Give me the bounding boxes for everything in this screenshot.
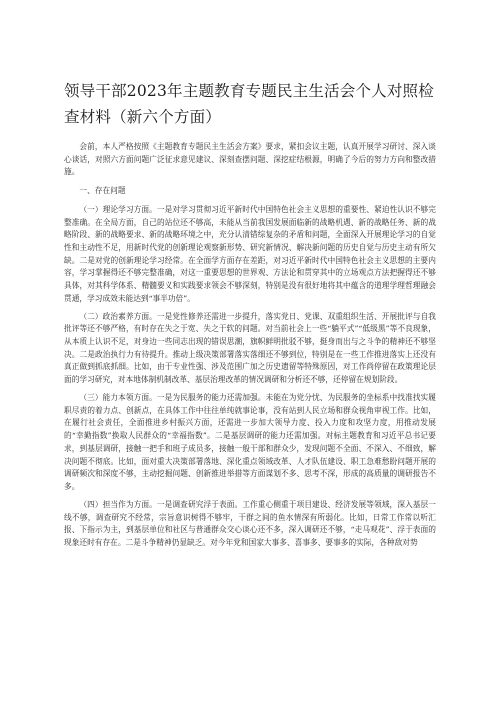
paragraph-political-quality: （二）政治素养方面。一是党性修养还需进一步提升，落实党日、党课、双重组织生活、开展批评与自我批评等还不够严格，有时存在失之于宽、失之于软的问题。对当前社会上一些“躺平式”“低级黑”等不良现象，从本质上认识不足，对身边一些同志出现的错误思潮，旗帜鲜明批驳不够，挺身而出与之斗争的精神还不够坚决。二是政治执行力有待提升。推动上级决策部署落实落细还不够到位，特别是在一些工作推进落实上还没有真正做到抓底抓细。比如，由于专业性强、涉及范围广加之历史遗留等特殊原因，对工作尚停留在政策理论层面的学习研究，对本地体制机制改革、基层治理改革的情况调研和分析还不够，还停留在规划阶段。 xyxy=(64,311,436,385)
section-heading: 一、存在问题 xyxy=(79,186,126,196)
document-title: 领导干部2023年主题教育专题民主生活会个人对照检查材料（新六个方面） xyxy=(64,82,434,126)
document-body xyxy=(64,141,436,550)
paragraph-theory-study: （一）理论学习方面。一是对学习贯彻习近平新时代中国特色社会主义思想的重要性、紧迫性认识不够完整准确。在全局方面，自己的站位还不够高，未能从当前我国发展面临新的战略机遇、新的战略任务、新的战略阶段、新的战略要求、新的战略环境之中，充分认清错综复杂的矛盾和问题，全面深入开展理论学习的自觉性和主动性不足，用新时代党的创新理论观察新形势、研究新情况、解决新问题的历史自觉与历史主动有所欠缺。二是对党的创新理论学习经常。在全面学方面存在差距，对习近平新时代中国特色社会主义思想的主要内容，学习掌握得还不够完整准确，对这一重要思想的世界观、方法论和贯穿其中的立场观点方法把握得还不够具体，对其科学体系、精髓要义和实践要求领会不够深刻，特别是没有很好地将其中蕴含的道理学理哲理融会贯通，学习成效未能达到“事半功倍”。 xyxy=(64,204,436,303)
intro-paragraph: 会前，本人严格按照《主题教育专题民主生活会方案》要求，紧扣会议主题，认真开展学习研讨、深入谈心谈话，对照六方面问题广泛征求意见建议、深刻查摆问题、深挖症结根源，明确了今后的努力方向和整改措施。 xyxy=(64,142,436,177)
paragraph-ability: （三）能力本领方面。一是为民服务的能力还需加强。未能在为党分忧、为民服务的坐标系中找准找实履职尽责的着力点、创新点，在具体工作中往往单纯就事论事，没有站到人民立场和群众视角审视工作。比如，在履行社会责任，全面推进乡村振兴方面，还需进一步加大领导力度、投入力度和攻坚力度，用推动发展的“幸勤指数”换取人民群众的“幸福指数”。二是基层调研的能力还需加强。对标主题教育和习近平总书记要求，到基层调研，接触一把手和班子成员多，接触一般干部和群众少，发现问题不全面、不深入、不细致，解决问题不彻底。比如，面对重大决策部署落地、深化重点领域改革、人才队伍建设、职工急难愁盼问题开展的调研频次和深度不够，主动挖掘问题、创新推进举措等方面谋划不多、思考不深，形成的高质量的调研报告不多。 xyxy=(64,393,436,491)
paragraph-responsibility: （四）担当作为方面。一是调查研究浮于表面。工作重心侧重于项目建设、经济发展等领域，深入基层一线不够，调查研究不经常，宗旨意识树得不够牢，干群之间的鱼水情深有所弱化。比如，日常工作常以听汇报、下指示为主，到基层单位和社区与普通群众交心谈心还不多，深入调研还不够，“走马观花”、浮于表面的现象还时有存在。二是斗争精神仍显缺乏。对今年党和国家大事多、喜事多、要事多的实际，各种敌对势 xyxy=(64,499,436,547)
